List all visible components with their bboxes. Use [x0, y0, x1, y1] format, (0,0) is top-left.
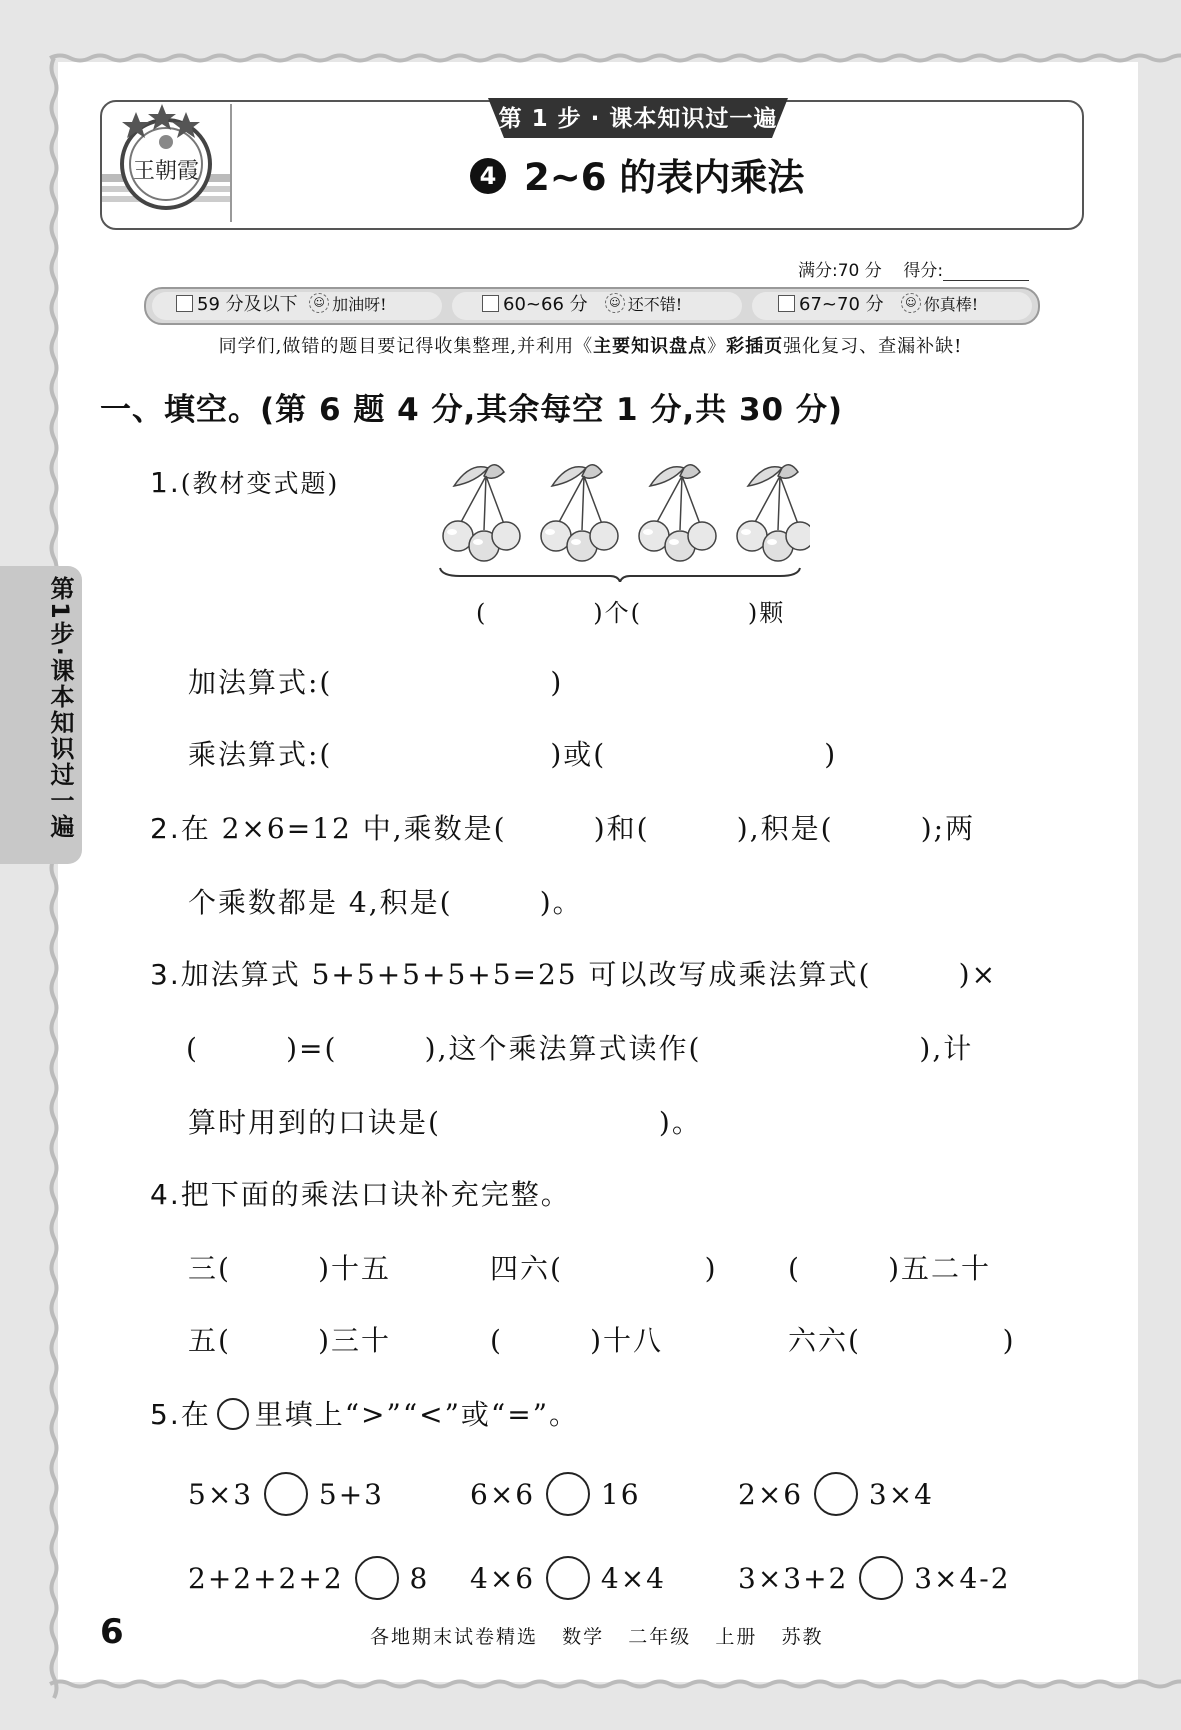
- q1-multiplication-line: 乘法算式:( )或( ): [188, 738, 838, 771]
- q4-row1-item3: ( )五二十: [788, 1252, 992, 1285]
- compare-circle[interactable]: [859, 1556, 903, 1600]
- q5-prompt: 5.在 里填上“>”“<”或“=”。: [150, 1398, 580, 1431]
- q3-line-2: ( )=( ),这个乘法算式读作( ),计: [186, 1032, 974, 1065]
- checkbox-level-3[interactable]: [778, 295, 795, 312]
- step-banner-label: 第 1 步 · 课本知识过一遍: [498, 106, 778, 132]
- q5-number: 5.: [150, 1398, 181, 1431]
- q1-label: (教材变式题): [180, 469, 340, 498]
- q4-number: 4.: [150, 1178, 181, 1211]
- lesson-title-text: 2~6 的表内乘法: [524, 156, 805, 199]
- q5-row1-item1: 5×3 5+3: [188, 1474, 384, 1519]
- cherry-bunch: [541, 465, 618, 561]
- cherry-bunch: [443, 465, 520, 561]
- q1-addition-line: 加法算式:( ): [188, 666, 564, 699]
- compare-circle[interactable]: [814, 1472, 858, 1516]
- smiley-icon: ☺: [309, 293, 329, 313]
- q4-row2-item1: 五( )三十: [188, 1324, 392, 1357]
- compare-circle[interactable]: [264, 1472, 308, 1516]
- q4-row2-item3: 六六( ): [788, 1324, 1016, 1357]
- lesson-title: [470, 150, 910, 206]
- full-score: 满分:70 分: [798, 261, 882, 281]
- compare-circle[interactable]: [546, 1556, 590, 1600]
- q1-number: 1.: [150, 466, 181, 499]
- q4-prompt: 4.把下面的乘法口诀补充完整。: [150, 1178, 571, 1211]
- q2-number: 2.: [150, 812, 181, 845]
- q5-row1-item2: 6×6 16: [470, 1474, 641, 1519]
- level-item-2: 60~66 分 ☺ 还不错!: [482, 292, 682, 318]
- q5-row2-item2: 4×6 4×4: [470, 1558, 666, 1603]
- compare-circle[interactable]: [355, 1556, 399, 1600]
- side-step-tab-label: 第1步·课本知识过一遍: [46, 576, 74, 840]
- header-divider: [230, 104, 232, 222]
- q3-line-1: 3.加法算式 5+5+5+5+5=25 可以改写成乘法算式( )×: [150, 958, 998, 991]
- level-item-1: 59 分及以下 ☺ 加油呀!: [176, 292, 387, 318]
- page-number: 6: [100, 1612, 124, 1652]
- q5-row1-item3: 2×6 3×4: [738, 1474, 934, 1519]
- compare-circle[interactable]: [546, 1472, 590, 1516]
- q3-number: 3.: [150, 958, 181, 991]
- wave-border-top: [50, 56, 1181, 61]
- q5-row2-item3: 3×3+2 3×4-2: [738, 1558, 1011, 1603]
- cherry-illustration: [430, 462, 810, 582]
- score-line: [798, 256, 1029, 281]
- logo-emblem: [102, 102, 230, 224]
- q4-row1-item1: 三( )十五: [188, 1252, 392, 1285]
- circle-symbol-icon: [217, 1398, 249, 1430]
- lesson-number-badge: 4: [470, 158, 506, 194]
- q2-line-1: 2.在 2×6=12 中,乘数是( )和( ),积是( );两: [150, 812, 976, 845]
- footer-text: 各地期末试卷精选 数学 二年级 上册 苏教: [370, 1626, 824, 1648]
- q1-header: [150, 462, 339, 505]
- study-notice: 同学们,做错的题目要记得收集整理,并利用《主要知识盘点》彩插页强化复习、查漏补缺!: [218, 336, 963, 357]
- svg-text:王朝霞: 王朝霞: [132, 159, 200, 184]
- q3-line-3: 算时用到的口诀是( )。: [188, 1106, 702, 1139]
- q4-row1-item2: 四六( ): [490, 1252, 718, 1285]
- checkbox-level-2[interactable]: [482, 295, 499, 312]
- q4-row2-item2: ( )十八: [490, 1324, 664, 1357]
- wave-border-bottom: [50, 1682, 1181, 1687]
- checkbox-level-1[interactable]: [176, 295, 193, 312]
- q1-blank-line: ( )个( )颗: [476, 599, 786, 627]
- smiley-icon: ☺: [901, 293, 921, 313]
- score-label: 得分:: [903, 261, 944, 281]
- smiley-icon: ☺: [605, 293, 625, 313]
- score-blank[interactable]: [943, 262, 1029, 281]
- q5-row2-item1: 2+2+2+2 8: [188, 1558, 429, 1603]
- level-item-3: 67~70 分 ☺ 你真棒!: [778, 292, 978, 318]
- cherry-bunch: [639, 465, 716, 561]
- wave-border-left: [52, 58, 57, 1698]
- section-title: 一、填空。(第 6 题 4 分,其余每空 1 分,共 30 分): [100, 392, 844, 428]
- cherry-bunch: [737, 465, 810, 561]
- q2-line-2: 个乘数都是 4,积是( )。: [188, 886, 583, 919]
